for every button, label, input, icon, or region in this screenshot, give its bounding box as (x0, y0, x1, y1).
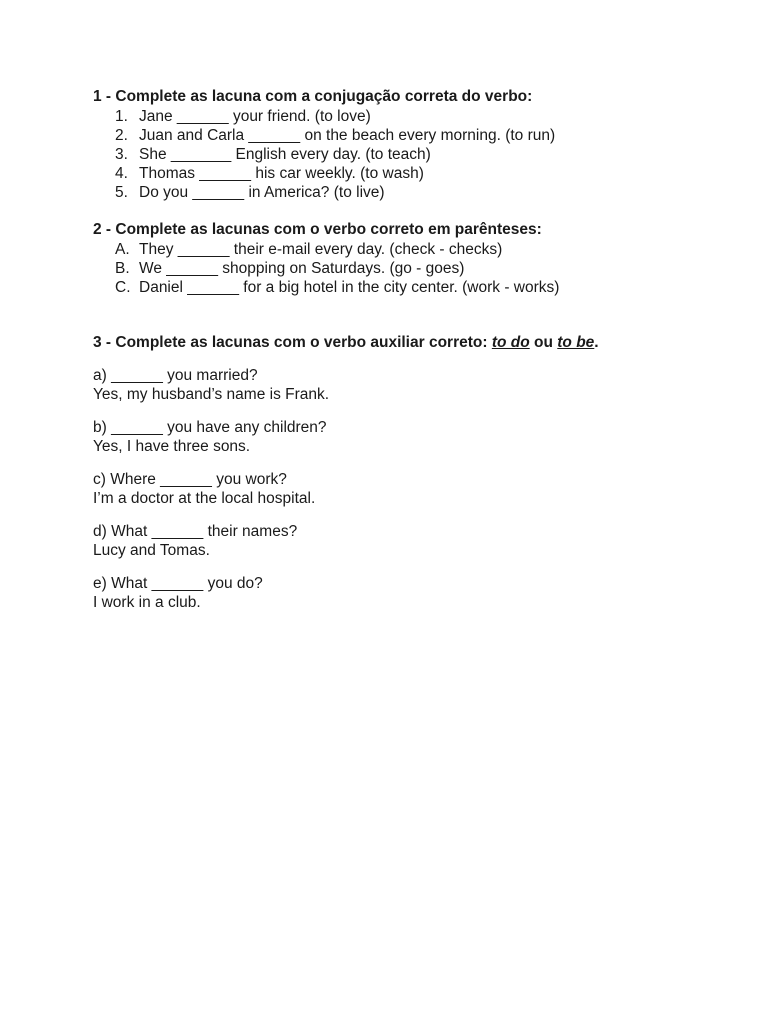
list-marker: 1. (115, 108, 128, 125)
heading-term-to-do: to do (491, 334, 530, 351)
heading-mid: ou (529, 334, 558, 351)
list-item (93, 183, 713, 202)
section-1-heading: 1 - Complete as lacuna com a conjugação correta do verbo: (93, 88, 533, 105)
exercise-text: Jane ______ your friend. (to love) (139, 108, 371, 125)
exercise-text: They ______ their e-mail every day. (check - checks) (139, 241, 503, 258)
answer-text: Lucy and Tomas. (93, 542, 210, 559)
qa-item (93, 418, 713, 456)
section-1-list (93, 107, 713, 202)
answer-text: I’m a doctor at the local hospital. (93, 490, 316, 507)
answer-text: I work in a club. (93, 594, 201, 611)
answer-text: Yes, I have three sons. (93, 438, 251, 455)
heading-prefix: 3 - Complete as lacunas com o verbo auxiliar correto: (93, 334, 492, 351)
list-marker: 3. (115, 146, 128, 163)
exercise-text: We ______ shopping on Saturdays. (go - goes) (139, 260, 465, 277)
qa-item (93, 574, 713, 612)
list-item (93, 145, 713, 164)
question-text: b) ______ you have any children? (93, 419, 327, 436)
exercise-text: Juan and Carla ______ on the beach every morning. (to run) (139, 127, 556, 144)
heading-term-to-be: to be (557, 334, 595, 351)
section-3-heading (93, 333, 713, 353)
list-marker: 5. (115, 184, 128, 201)
section-2-list (93, 240, 713, 297)
heading-suffix: . (594, 334, 599, 351)
question-text: d) What ______ their names? (93, 523, 298, 540)
list-item (93, 126, 713, 145)
worksheet-page (93, 86, 713, 626)
exercise-text: She _______ English every day. (to teach) (139, 146, 431, 163)
list-item (93, 278, 713, 297)
section-2-heading: 2 - Complete as lacunas com o verbo correto em parênteses: (93, 221, 542, 238)
list-marker: 4. (115, 165, 128, 182)
question-text: c) Where ______ you work? (93, 471, 287, 488)
question-text: a) ______ you married? (93, 367, 258, 384)
list-marker: C. (115, 279, 131, 296)
qa-item (93, 522, 713, 560)
list-marker: A. (115, 241, 130, 258)
exercise-text: Daniel ______ for a big hotel in the city center. (work - works) (139, 279, 560, 296)
list-item (93, 240, 713, 259)
list-item (93, 259, 713, 278)
list-item (93, 107, 713, 126)
list-marker: B. (115, 260, 130, 277)
list-item (93, 164, 713, 183)
exercise-text: Do you ______ in America? (to live) (139, 184, 385, 201)
qa-item (93, 470, 713, 508)
qa-item (93, 366, 713, 404)
section-3-list (93, 366, 713, 612)
answer-text: Yes, my husband’s name is Frank. (93, 386, 330, 403)
question-text: e) What ______ you do? (93, 575, 263, 592)
exercise-text: Thomas ______ his car weekly. (to wash) (139, 165, 424, 182)
list-marker: 2. (115, 127, 128, 144)
